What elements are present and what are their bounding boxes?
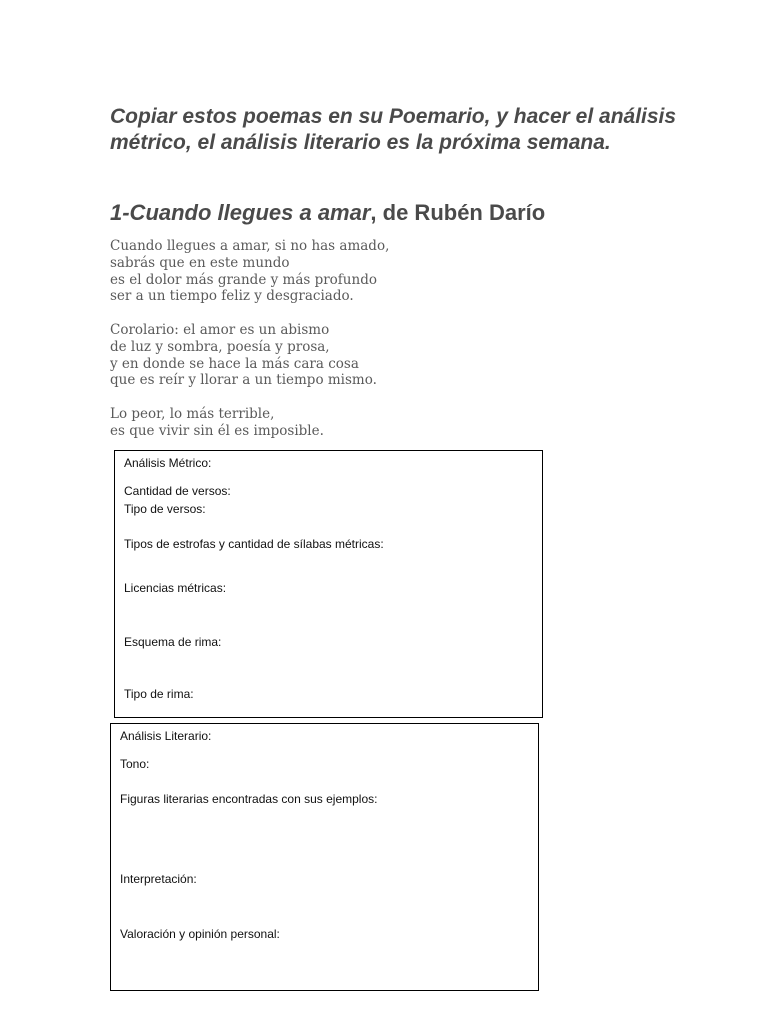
verse: sabrás que en este mundo [110, 254, 290, 271]
stanza-3 [110, 406, 510, 440]
personal-opinion-label: Valoración y opinión personal: [120, 927, 280, 941]
rhyme-type-label: Tipo de rima: [124, 687, 194, 701]
stanza-2 [110, 322, 510, 389]
interpretation-label: Interpretación: [120, 872, 197, 886]
verse: de luz y sombra, poesía y prosa, [110, 338, 330, 355]
poem-title-author: , de Rubén Darío [370, 200, 546, 225]
metric-analysis-heading: Análisis Métrico: [124, 456, 212, 470]
verse: Cuando llegues a amar, si no has amado, [110, 238, 390, 254]
verse: y en donde se hace la más cara cosa [110, 355, 359, 372]
literary-analysis-box [110, 723, 539, 991]
literary-figures-label: Figuras literarias encontradas con sus ejemplos: [120, 792, 378, 806]
assignment-instructions: Copiar estos poemas en su Poemario, y hacer el análisis métrico, el análisis literario es la próxima semana. [110, 105, 677, 154]
verse: Corolario: el amor es un abismo [110, 321, 330, 338]
metric-licenses-label: Licencias métricas: [124, 581, 227, 595]
poem-text [110, 238, 510, 440]
verse: Lo peor, lo más terrible, [110, 405, 275, 422]
poem-title [110, 199, 545, 227]
poem-title-italic: 1-Cuando llegues a amar [110, 200, 371, 225]
metric-analysis-box [114, 450, 543, 718]
literary-analysis-heading: Análisis Literario: [120, 729, 212, 743]
stanza-1 [110, 238, 510, 305]
verse: que es reír y llorar a un tiempo mismo. [110, 372, 377, 389]
verse-count-label: Cantidad de versos: [124, 484, 231, 498]
verse: ser a un tiempo feliz y desgraciado. [110, 288, 354, 305]
stanza-types-label: Tipos de estrofas y cantidad de sílabas métricas: [124, 537, 384, 551]
rhyme-scheme-label: Esquema de rima: [124, 635, 222, 649]
tone-label: Tono: [120, 757, 150, 771]
verse: es que vivir sin él es imposible. [110, 422, 324, 439]
verse: es el dolor más grande y más profundo [110, 271, 377, 288]
verse-type-label: Tipo de versos: [124, 502, 206, 516]
